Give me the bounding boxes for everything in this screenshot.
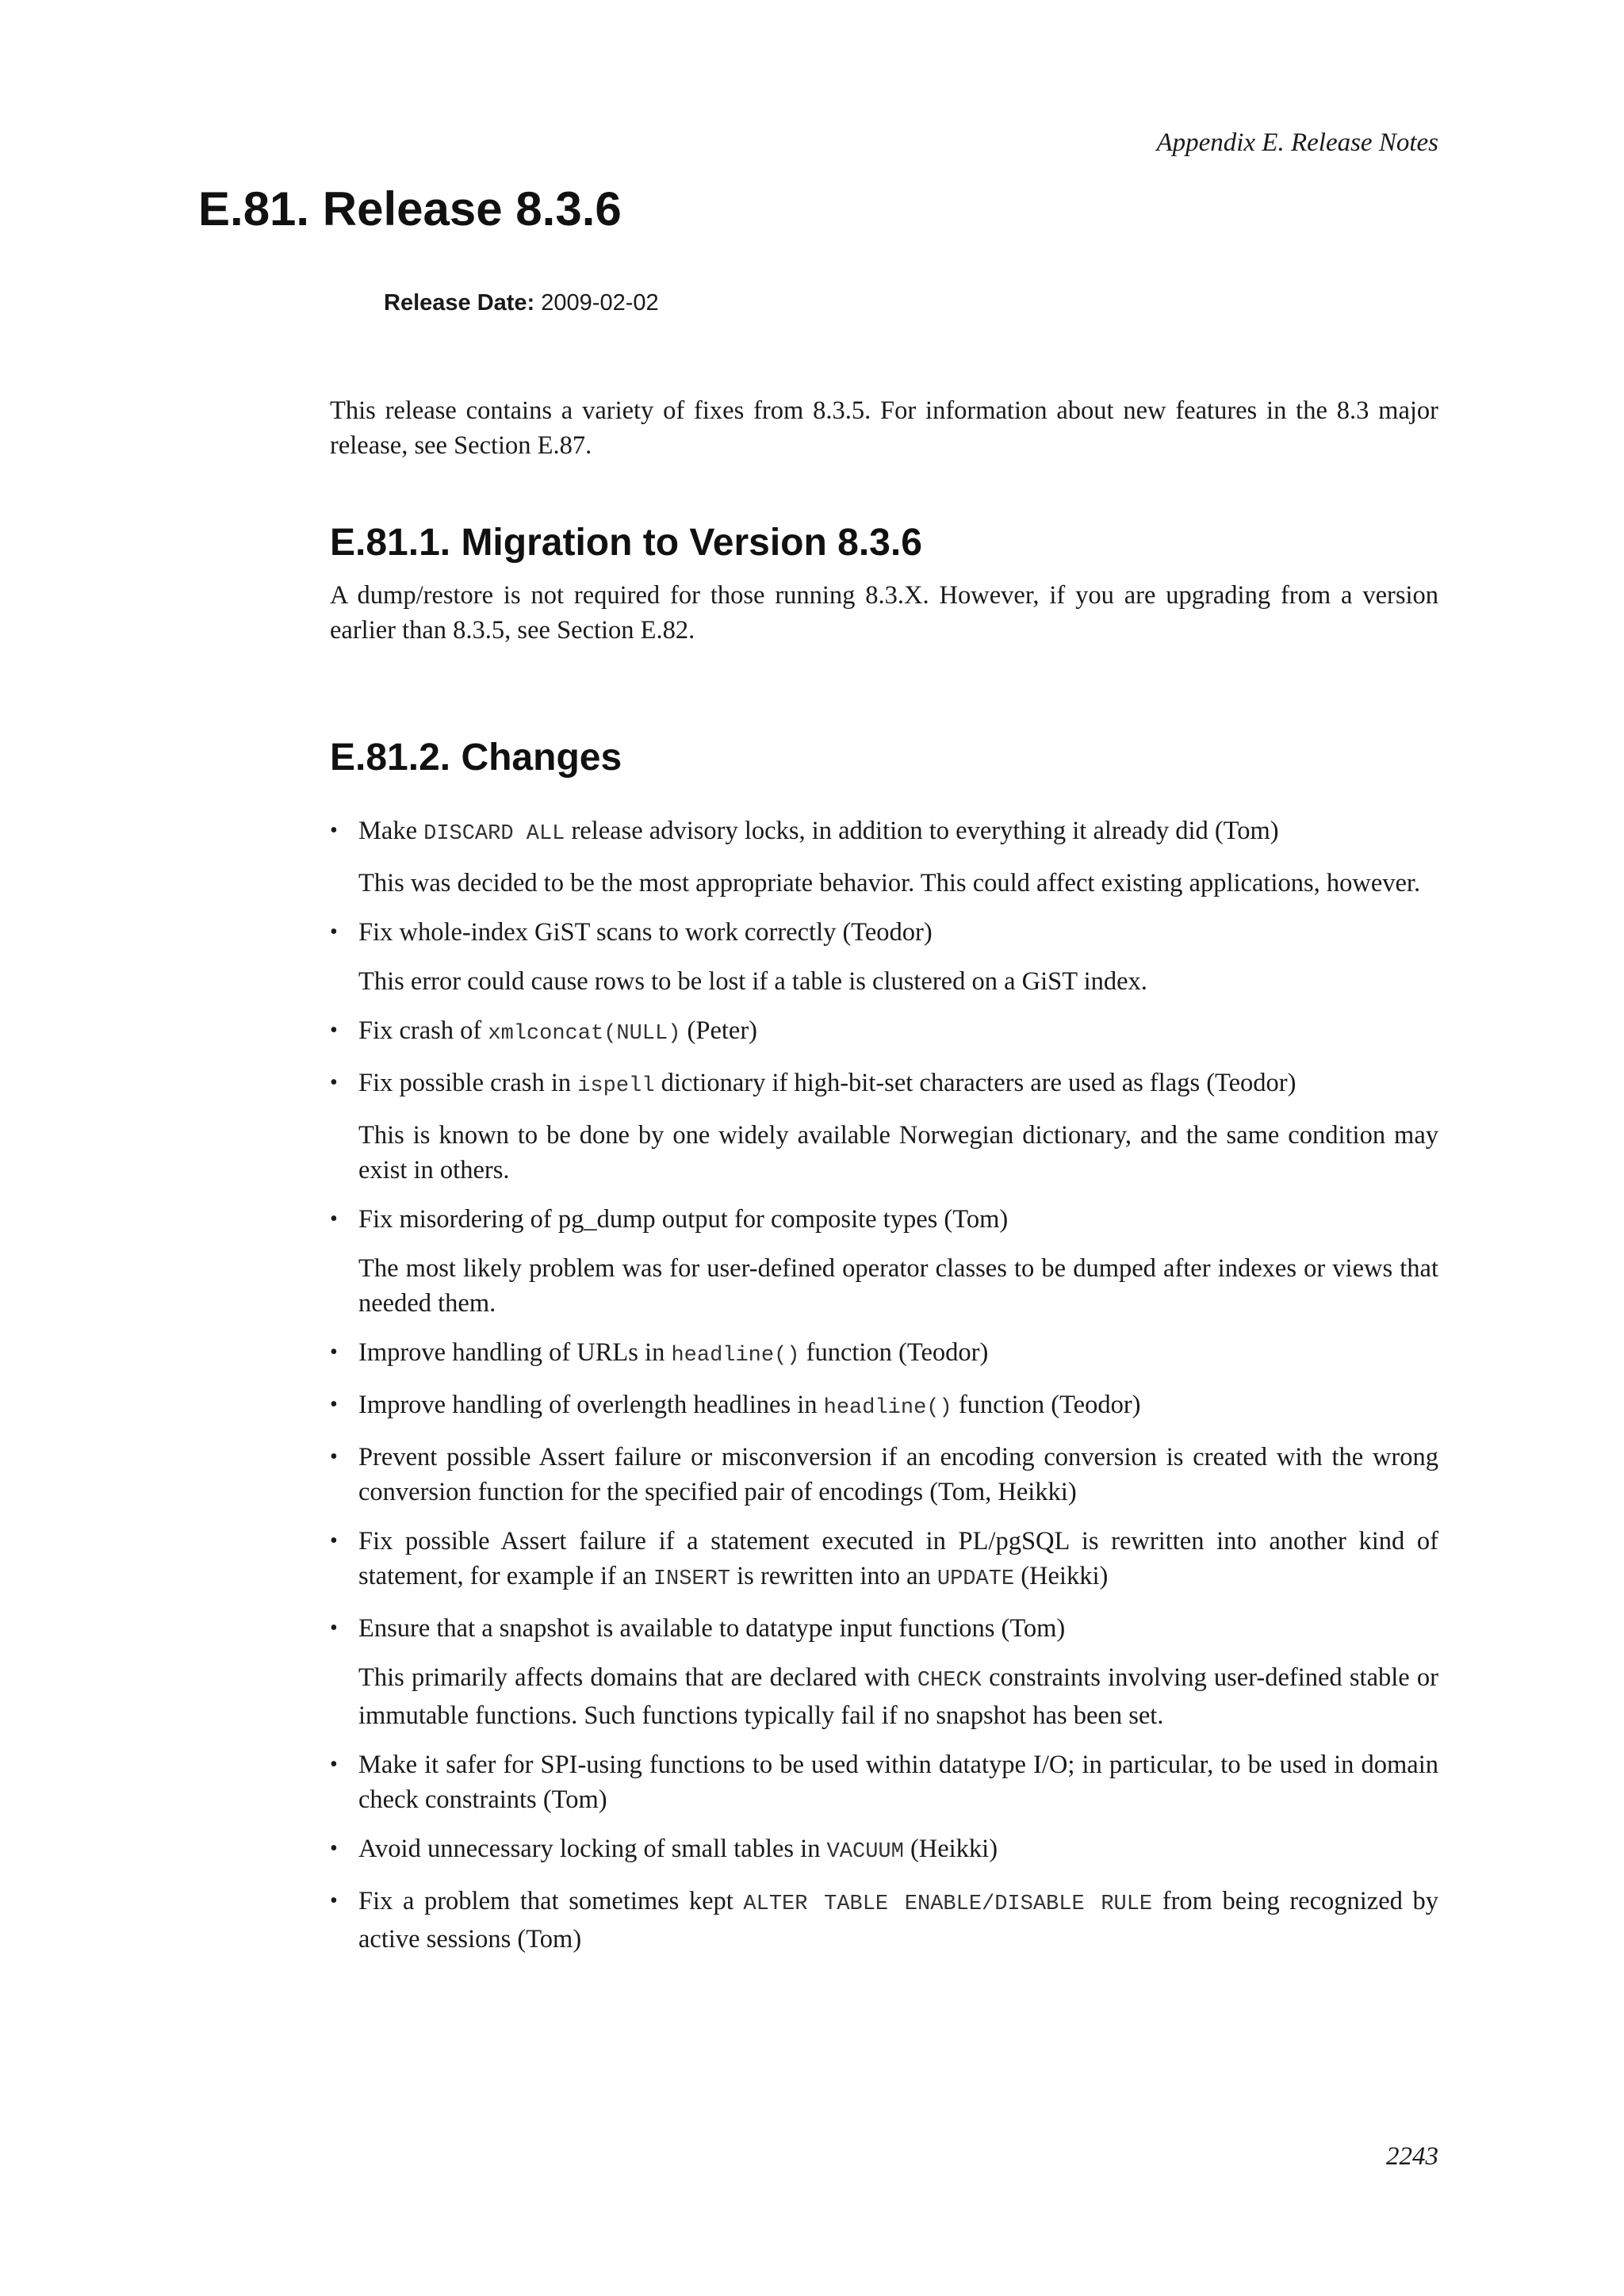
section-link-e87[interactable]: Section E.87 xyxy=(454,431,586,460)
change-summary xyxy=(358,1202,1438,1237)
change-detail xyxy=(358,1660,1438,1733)
change-item xyxy=(330,1524,1438,1597)
section-link-e82[interactable]: Section E.82 xyxy=(557,616,689,645)
change-item xyxy=(330,1013,1438,1051)
text-run: is rewritten into an xyxy=(730,1562,937,1590)
release-date xyxy=(384,287,659,319)
change-item xyxy=(330,1611,1438,1733)
text-run: Fix crash of xyxy=(358,1016,488,1045)
text-run: function (Teodor) xyxy=(952,1391,1141,1419)
running-header: Appendix E. Release Notes xyxy=(1156,128,1438,157)
change-item xyxy=(330,1884,1438,1957)
change-summary xyxy=(358,1066,1438,1104)
changes-heading: E.81.2. Changes xyxy=(330,737,622,779)
page-number: 2243 xyxy=(1386,2142,1438,2171)
text-run: Improve handling of URLs in xyxy=(358,1338,672,1367)
change-summary xyxy=(358,1524,1438,1597)
inline-code: ispell xyxy=(577,1074,655,1098)
release-date-value: 2009-02-02 xyxy=(541,290,659,316)
text-run: Fix possible Assert failure if a statement executed in PL/pgSQL is rewritten into another kind of statement, for example if an xyxy=(358,1527,1438,1590)
text-run: Fix a problem that sometimes kept xyxy=(358,1887,744,1915)
change-item xyxy=(330,1066,1438,1188)
chapter-title: E.81. Release 8.3.6 xyxy=(198,182,622,235)
change-item xyxy=(330,1831,1438,1869)
change-item xyxy=(330,1747,1438,1817)
inline-code: INSERT xyxy=(653,1567,731,1591)
inline-code: ALTER TABLE ENABLE/DISABLE RULE xyxy=(743,1892,1153,1916)
intro-paragraph: This release contains a variety of fixes from 8.3.5. For information about new features in the 8.3 major release, see Section E.87. xyxy=(330,396,1438,460)
change-summary xyxy=(358,1440,1438,1510)
change-summary xyxy=(358,1611,1438,1646)
inline-code: VACUUM xyxy=(826,1840,904,1864)
text-run: (Peter) xyxy=(680,1016,757,1045)
text-run: from being recognized by active sessions (Tom) xyxy=(358,1887,1438,1954)
inline-code: xmlconcat(NULL) xyxy=(488,1022,681,1046)
change-detail: The most likely problem was for user-defined operator classes to be dumped after indexes or views that needed them. xyxy=(358,1254,1438,1318)
text-run: release advisory locks, in addition to everything it already did (Tom) xyxy=(565,817,1279,845)
change-summary xyxy=(358,1013,1438,1051)
change-summary xyxy=(358,1747,1438,1817)
change-item xyxy=(330,1335,1438,1373)
change-item xyxy=(330,1202,1438,1321)
change-summary xyxy=(358,1335,1438,1373)
change-item xyxy=(330,1387,1438,1425)
inline-code: headline() xyxy=(671,1344,800,1368)
change-detail: This error could cause rows to be lost if a table is clustered on a GiST index. xyxy=(358,967,1147,996)
main-content xyxy=(330,393,1438,1971)
change-summary xyxy=(358,1831,1438,1869)
change-summary xyxy=(358,813,1438,851)
change-summary xyxy=(358,1387,1438,1425)
migration-paragraph: A dump/restore is not required for those running 8.3.X. However, if you are upgrading from a version earlier than 8.3.5, see Section E.82. xyxy=(330,581,1438,645)
change-item xyxy=(330,813,1438,901)
inline-code: CHECK xyxy=(917,1669,982,1693)
text-run: (Heikki) xyxy=(1014,1562,1109,1590)
changes-list xyxy=(330,813,1438,1957)
inline-code: UPDATE xyxy=(936,1567,1015,1591)
inline-code: headline() xyxy=(823,1396,952,1420)
text-run: Improve handling of overlength headlines in xyxy=(358,1391,824,1419)
text-run: Ensure that a snapshot is available to datatype input functions (Tom) xyxy=(358,1614,1066,1643)
text-run: Fix possible crash in xyxy=(358,1069,578,1097)
text-run: (Heikki) xyxy=(903,1835,998,1863)
text-run: constraints involving user-defined stable or immutable functions. Such functions typically fail if no snapshot has been set. xyxy=(358,1663,1438,1730)
text-run: Prevent possible Assert failure or misconversion if an encoding conversion is created with the wrong conversion function for the specified pair of encodings (Tom, Heikki) xyxy=(358,1443,1438,1506)
text-run: Avoid unnecessary locking of small tables in xyxy=(358,1835,827,1863)
migration-heading: E.81.1. Migration to Version 8.3.6 xyxy=(330,522,922,564)
change-detail: This was decided to be the most appropriate behavior. This could affect existing applications, however. xyxy=(358,869,1421,897)
text-run: Fix misordering of pg_dump output for composite types (Tom) xyxy=(358,1205,1009,1234)
change-detail: This is known to be done by one widely available Norwegian dictionary, and the same condition may exist in others. xyxy=(358,1121,1438,1184)
change-item xyxy=(330,915,1438,999)
text-run: function (Teodor) xyxy=(799,1338,989,1367)
text-run: Fix whole-index GiST scans to work correctly (Teodor) xyxy=(358,918,933,947)
change-summary xyxy=(358,1884,1438,1957)
text-run: Make xyxy=(358,817,424,845)
change-summary xyxy=(358,915,1438,950)
text-run: dictionary if high-bit-set characters are used as flags (Teodor) xyxy=(654,1069,1297,1097)
text-run: Make it safer for SPI-using functions to be used within datatype I/O; in particular, to be used in domain check constraints (Tom) xyxy=(358,1751,1438,1814)
change-item xyxy=(330,1440,1438,1510)
text-run: This primarily affects domains that are declared with xyxy=(358,1663,917,1692)
inline-code: DISCARD ALL xyxy=(423,822,565,846)
release-date-label: Release Date: xyxy=(384,290,535,316)
